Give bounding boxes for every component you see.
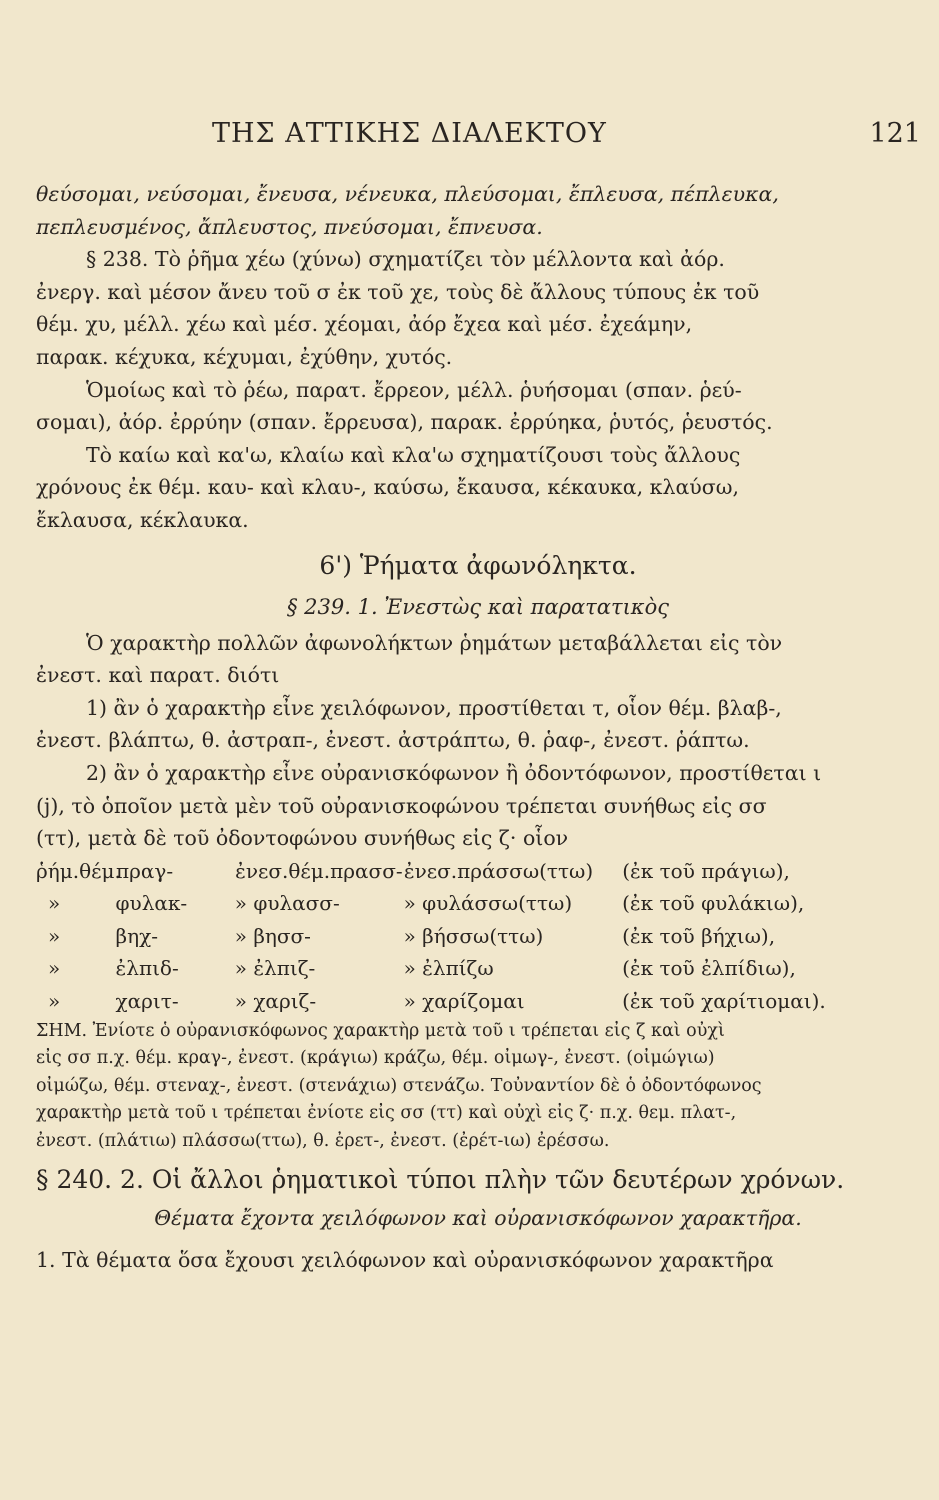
note-line: οἰμώζω, θέμ. στεναχ-, ἐνεστ. (στενάχιω) στενάζω. Τοὐναντίον δὲ ὁ ὀδοντόφωνος — [36, 1075, 762, 1096]
table-cell: » βησσ- — [234, 923, 311, 948]
table-cell: » φυλάσσω(ττω) — [403, 891, 573, 916]
text-line: Ὁ χαρακτὴρ πολλῶν ἀφωνολήκτων ῥημάτων μεταβάλλεται εἰς τὸν — [86, 630, 783, 655]
text-line: 1) ἂν ὁ χαρακτὴρ εἶνε χειλόφωνον, προστίθεται τ, οἷον θέμ. βλαβ-, — [86, 695, 782, 720]
text-line: (ττ), μετὰ δὲ τοῦ ὀδοντοφώνου συνήθως εἰς ζ· οἷον — [36, 826, 569, 851]
page-number: 121 — [869, 118, 921, 149]
text-line: παρακ. κέχυκα, κέχυμαι, ἐχύθην, χυτός. — [36, 344, 453, 369]
table-row — [36, 985, 920, 1018]
table-cell: ἐνεσ.πράσσω(ττω) — [403, 858, 594, 883]
paragraph-240-subheading: Θέματα ἔχοντα χειλόφωνον καὶ οὐρανισκόφωνον χαρακτῆρα. — [154, 1205, 802, 1230]
table-cell: (ἐκ τοῦ ἐλπίδιω), — [622, 956, 796, 981]
table-cell: πραγ- — [116, 858, 174, 883]
table-cell: χαριτ- — [115, 989, 179, 1014]
table-cell: » βήσσω(ττω) — [403, 923, 544, 948]
running-header — [0, 118, 939, 158]
table-cell: ῥήμ.θέμ. — [36, 858, 121, 883]
note-line: ἐνεστ. (πλάτιω) πλάσσω(ττω), θ. ἐρετ-, ἐνεστ. (ἐρέτ-ιω) ἐρέσσω. — [36, 1131, 610, 1152]
table-cell: » — [48, 956, 61, 981]
table-cell: ἐλπιδ- — [115, 956, 179, 981]
text-line: ἐνεστ. βλάπτω, θ. ἀστραπ-, ἐνεστ. ἀστράπτω, θ. ῥαφ-, ἐνεστ. ῥάπτω. — [36, 728, 750, 753]
text-line: χρόνους ἐκ θέμ. καυ- καὶ κλαυ-, καύσω, ἔκαυσα, κέκαυκα, κλαύσω, — [36, 475, 739, 500]
page-body — [36, 178, 920, 1277]
text-line: (j), τὸ ὁποῖον μετὰ μὲν τοῦ οὐρανισκοφώνου τρέπεται συνήθως εἰς σσ — [36, 793, 767, 818]
table-cell: » ἐλπίζω — [403, 956, 494, 981]
table-row — [36, 887, 920, 920]
table-cell: » φυλασσ- — [234, 891, 340, 916]
paragraph-240-heading: § 240. 2. Οἱ ἄλλοι ῥηματικοὶ τύποι πλὴν τῶν δευτέρων χρόνων. — [36, 1164, 845, 1194]
note-line: ΣΗΜ. Ἐνίοτε ὁ οὐρανισκόφωνος χαρακτὴρ μετὰ τοῦ ι τρέπεται εἰς ζ καὶ οὐχὶ — [36, 1020, 725, 1041]
text-line: ἔκλαυσα, κέκλαυκα. — [36, 507, 249, 532]
paragraph-238-start: § 238. Τὸ ῥῆμα χέω (χύνω) σχηματίζει τὸν μέλλοντα καὶ ἀόρ. — [86, 247, 725, 272]
text-line: πεπλευσμένος, ἄπλευστος, πνεύσομαι, ἔπνευσα. — [36, 214, 543, 239]
table-cell: (ἐκ τοῦ φυλάκιω), — [622, 891, 805, 916]
header-title: ΤΗΣ ΑΤΤΙΚΗΣ ΔΙΑΛΕΚΤΟΥ — [212, 118, 607, 149]
table-cell: (ἐκ τοῦ χαρίτιομαι). — [622, 989, 826, 1014]
text-line: ἐνεστ. καὶ παρατ. διότι — [36, 663, 280, 688]
table-cell: (ἐκ τοῦ πράγιω), — [622, 858, 790, 883]
text-line: Ὁμοίως καὶ τὸ ῥέω, παρατ. ἔρρεον, μέλλ. ῥυήσομαι (σπαν. ῥεύ- — [86, 377, 742, 402]
table-cell: (ἐκ τοῦ βήχιω), — [622, 923, 776, 948]
table-cell: φυλακ- — [115, 891, 188, 916]
paragraph-239-heading: § 239. 1. Ἐνεστὼς καὶ παρατατικὸς — [287, 594, 669, 619]
note-line: εἰς σσ π.χ. θέμ. κραγ-, ἐνεστ. (κράγιω) κράζω, θέμ. οἰμωγ-, ἐνεστ. (οἰμώγιω) — [36, 1048, 715, 1069]
example-table — [36, 855, 920, 1018]
text-line: Τὸ καίω καὶ κα'ω, κλαίω καὶ κλα'ω σχηματίζουσι τοὺς ἄλλους — [86, 442, 741, 467]
table-cell: » χαρίζομαι — [403, 989, 525, 1014]
table-row — [36, 855, 920, 888]
text-line: θεύσομαι, νεύσομαι, ἔνευσα, νένευκα, πλεύσομαι, ἔπλευσα, πέπλευκα, — [36, 182, 779, 206]
table-cell: » χαριζ- — [234, 989, 317, 1014]
table-row — [36, 920, 920, 953]
text-line: θέμ. χυ, μέλλ. χέω καὶ μέσ. χέομαι, ἀόρ ἔχεα καὶ μέσ. ἐχεάμην, — [36, 312, 693, 337]
section-heading: 6') Ῥήματα ἀφωνόληκτα. — [319, 550, 637, 580]
table-cell: βηχ- — [115, 923, 158, 948]
note-block — [36, 1018, 920, 1156]
table-row — [36, 952, 920, 985]
table-cell: » — [48, 989, 61, 1014]
table-cell: » ἐλπιζ- — [234, 956, 316, 981]
text-line: 2) ἂν ὁ χαρακτὴρ εἶνε οὐρανισκόφωνον ἢ ὀδοντόφωνον, προστίθεται ι — [86, 760, 822, 785]
text-line: σομαι), ἀόρ. ἐρρύην (σπαν. ἔρρευσα), παρακ. ἐρρύηκα, ῥυτός, ῥευστός. — [36, 410, 773, 435]
table-cell: » — [48, 923, 61, 948]
table-cell: » — [48, 891, 61, 916]
text-line: 1. Τὰ θέματα ὅσα ἔχουσι χειλόφωνον καὶ οὐρανισκόφωνον χαρακτῆρα — [36, 1248, 774, 1273]
table-cell: ἐνεσ.θέμ.πρασσ- — [235, 858, 403, 883]
note-line: χαρακτὴρ μετὰ τοῦ ι τρέπεται ἐνίοτε εἰς σσ (ττ) καὶ οὐχὶ εἰς ζ· π.χ. θεμ. πλατ-, — [36, 1103, 737, 1124]
text-line: ἐνεργ. καὶ μέσον ἄνευ τοῦ σ ἐκ τοῦ χε, τοὺς δὲ ἄλλους τύπους ἐκ τοῦ — [36, 279, 760, 304]
